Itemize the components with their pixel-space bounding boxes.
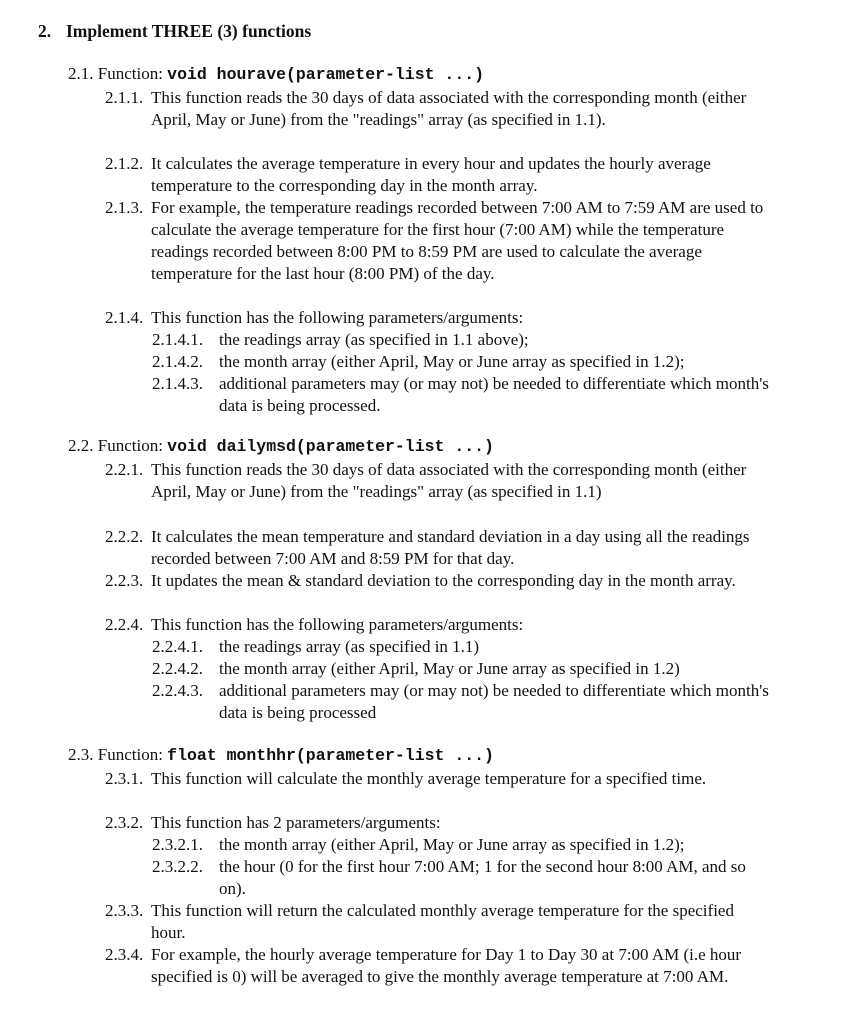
item-text: This function reads the 30 days of data associated with the corresponding month (either April, May or June) from the "readings" array (as specified in 1.1) xyxy=(151,460,747,501)
item-number: 2.3.3. xyxy=(105,901,144,920)
item-number: 2.3.1. xyxy=(105,769,144,788)
function-prefix: Function: xyxy=(97,64,168,83)
item-text: It updates the mean & standard deviation to the corresponding day in the month array. xyxy=(151,571,736,590)
item-number: 2.2.1. xyxy=(105,460,144,479)
function-prefix: Function: xyxy=(97,436,168,455)
item-number: 2.1.4. xyxy=(105,308,144,327)
sub-item-number: 2.2.4.1. xyxy=(152,637,203,656)
item-number: 2.1.3. xyxy=(105,198,144,217)
function-prefix: Function: xyxy=(97,745,168,764)
item-number: 2.2.4. xyxy=(105,615,144,634)
heading-text: Implement THREE (3) functions xyxy=(66,21,312,41)
item-text: It calculates the average temperature in every hour and updates the hourly average temperature to the corresponding day in the month array. xyxy=(151,154,711,195)
sub-item-number: 2.2.4.2. xyxy=(152,659,203,678)
section-heading xyxy=(38,20,311,42)
item-text: This function has 2 parameters/arguments: xyxy=(151,813,441,832)
sub-item-number: 2.3.2.2. xyxy=(152,857,203,876)
function-heading-monthhr xyxy=(68,744,494,767)
item-number: 2.2.2. xyxy=(105,527,144,546)
item-number: 2.3.4. xyxy=(105,945,144,964)
function-heading-hourave xyxy=(68,63,484,86)
item-text: This function will calculate the monthly average temperature for a specified time. xyxy=(151,769,707,788)
sub-item-number: 2.1.4.1. xyxy=(152,330,203,349)
function-signature: void hourave(parameter-list ...) xyxy=(167,65,485,84)
item-text: This function reads the 30 days of data associated with the corresponding month (either April, May or June) from the "readings" array (as specified in 1.1). xyxy=(151,88,747,129)
sub-item-text: the hour (0 for the first hour 7:00 AM; 1 for the second hour 8:00 AM, and so on). xyxy=(219,857,746,898)
item-text: This function will return the calculated monthly average temperature for the specified hour. xyxy=(151,901,734,942)
item-text: For example, the temperature readings recorded between 7:00 AM to 7:59 AM are used to calculate the average temperature for the first hour (7:00 AM) while the temperature readings recorded between 8:00 PM to 8:59 PM are used to calculate the average temperature for the last hour (8:00 PM) of the day. xyxy=(151,198,764,283)
item-number: 2.1.2. xyxy=(105,154,144,173)
function-signature: void dailymsd(parameter-list ...) xyxy=(167,437,494,456)
item-number: 2.1.1. xyxy=(105,88,144,107)
item-text: It calculates the mean temperature and standard deviation in a day using all the readings recorded between 7:00 AM and 8:59 PM for that day. xyxy=(151,527,750,568)
sub-item-text: the readings array (as specified in 1.1 above); xyxy=(219,330,529,349)
function-heading-dailymsd xyxy=(68,435,494,458)
item-text: For example, the hourly average temperature for Day 1 to Day 30 at 7:00 AM (i.e hour specified is 0) will be averaged to give the monthly average temperature at 7:00 AM. xyxy=(151,945,742,986)
sub-item-text: the month array (either April, May or June array as specified in 1.2) xyxy=(219,659,680,678)
function-signature: float monthhr(parameter-list ...) xyxy=(167,746,494,765)
item-text: This function has the following parameters/arguments: xyxy=(151,615,524,634)
function-number: 2.2. xyxy=(68,436,94,455)
sub-item-number: 2.3.2.1. xyxy=(152,835,203,854)
function-number: 2.1. xyxy=(68,64,94,83)
function-number: 2.3. xyxy=(68,745,94,764)
item-text: This function has the following parameters/arguments: xyxy=(151,308,524,327)
sub-item-text: additional parameters may (or may not) be needed to differentiate which month's data is being processed. xyxy=(219,374,769,415)
sub-item-number: 2.1.4.3. xyxy=(152,374,203,393)
item-number: 2.3.2. xyxy=(105,813,144,832)
heading-number: 2. xyxy=(38,21,52,41)
sub-item-text: the readings array (as specified in 1.1) xyxy=(219,637,480,656)
sub-item-text: additional parameters may (or may not) be needed to differentiate which month's data is being processed xyxy=(219,681,769,722)
item-number: 2.2.3. xyxy=(105,571,144,590)
sub-item-number: 2.1.4.2. xyxy=(152,352,203,371)
sub-item-number: 2.2.4.3. xyxy=(152,681,203,700)
sub-item-text: the month array (either April, May or June array as specified in 1.2); xyxy=(219,352,685,371)
sub-item-text: the month array (either April, May or June array as specified in 1.2); xyxy=(219,835,685,854)
